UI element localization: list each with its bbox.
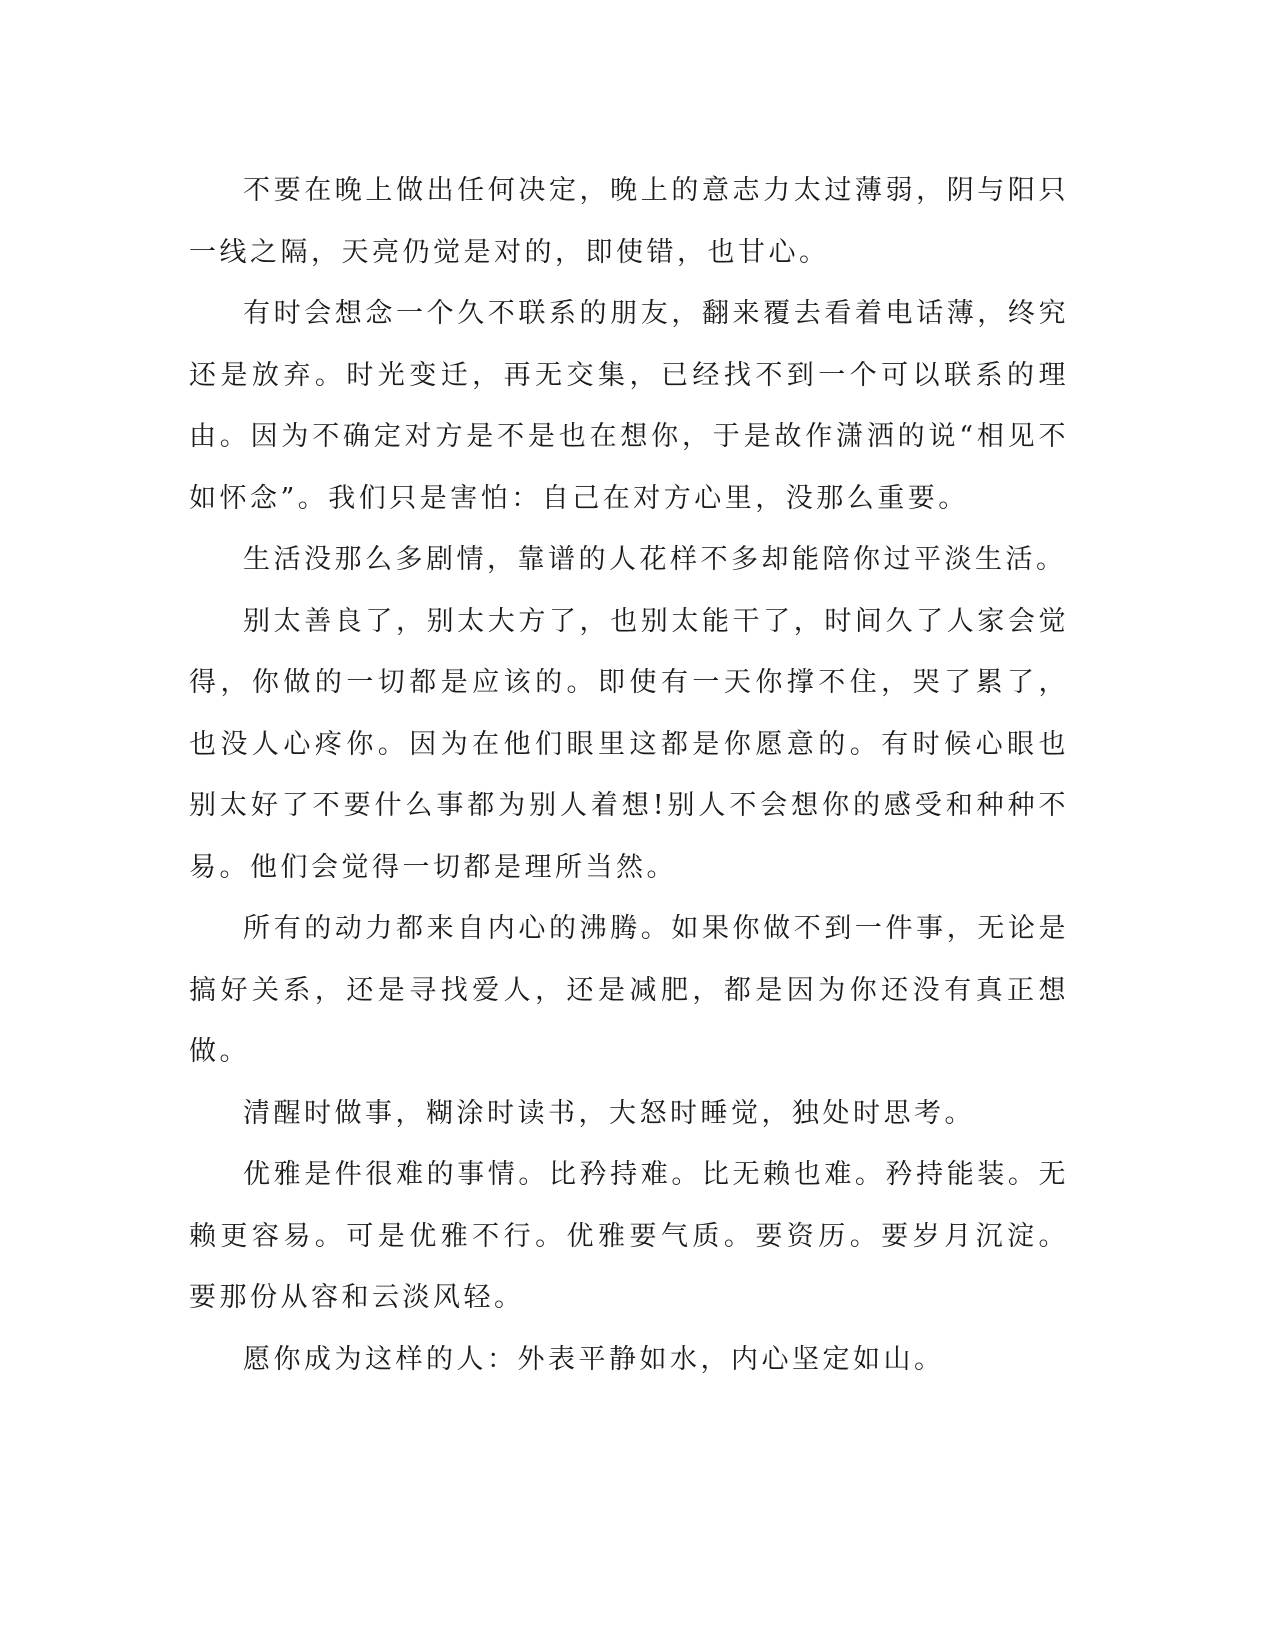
paragraph: 别太善良了，别太大方了，也别太能干了，时间久了人家会觉得，你做的一切都是应该的。即使有一天你撑不住，哭了累了，也没人心疼你。因为在他们眼里这都是你愿意的。有时候心眼也别太好了不要什么事都为别人着想!别人不会想你的感受和种种不易。他们会觉得一切都是理所当然。 xyxy=(189,605,1069,883)
paragraph: 不要在晚上做出任何决定，晚上的意志力太过薄弱，阴与阳只一线之隔，天亮仍觉是对的，即使错，也甘心。 xyxy=(189,175,1069,268)
paragraph: 愿你成为这样的人：外表平静如水，内心坚定如山。 xyxy=(243,1343,945,1375)
paragraph: 优雅是件很难的事情。比矜持难。比无赖也难。矜持能装。无赖更容易。可是优雅不行。优雅要气质。要资历。要岁月沉淀。要那份从容和云淡风轻。 xyxy=(189,1159,1069,1313)
paragraph: 清醒时做事，糊涂时读书，大怒时睡觉，独处时思考。 xyxy=(243,1097,975,1129)
document-body xyxy=(189,160,1069,1390)
paragraph: 有时会想念一个久不联系的朋友，翻来覆去看着电话薄，终究还是放弃。时光变迁，再无交集，已经找不到一个可以联系的理由。因为不确定对方是不是也在想你，于是故作潇洒的说“相见不如怀念”。我们只是害怕：自己在对方心里，没那么重要。 xyxy=(189,298,1069,514)
paragraph: 所有的动力都来自内心的沸腾。如果你做不到一件事，无论是搞好关系，还是寻找爱人，还是减肥，都是因为你还没有真正想做。 xyxy=(189,913,1069,1067)
paragraph: 生活没那么多剧情，靠谱的人花样不多却能陪你过平淡生活。 xyxy=(243,544,1067,575)
